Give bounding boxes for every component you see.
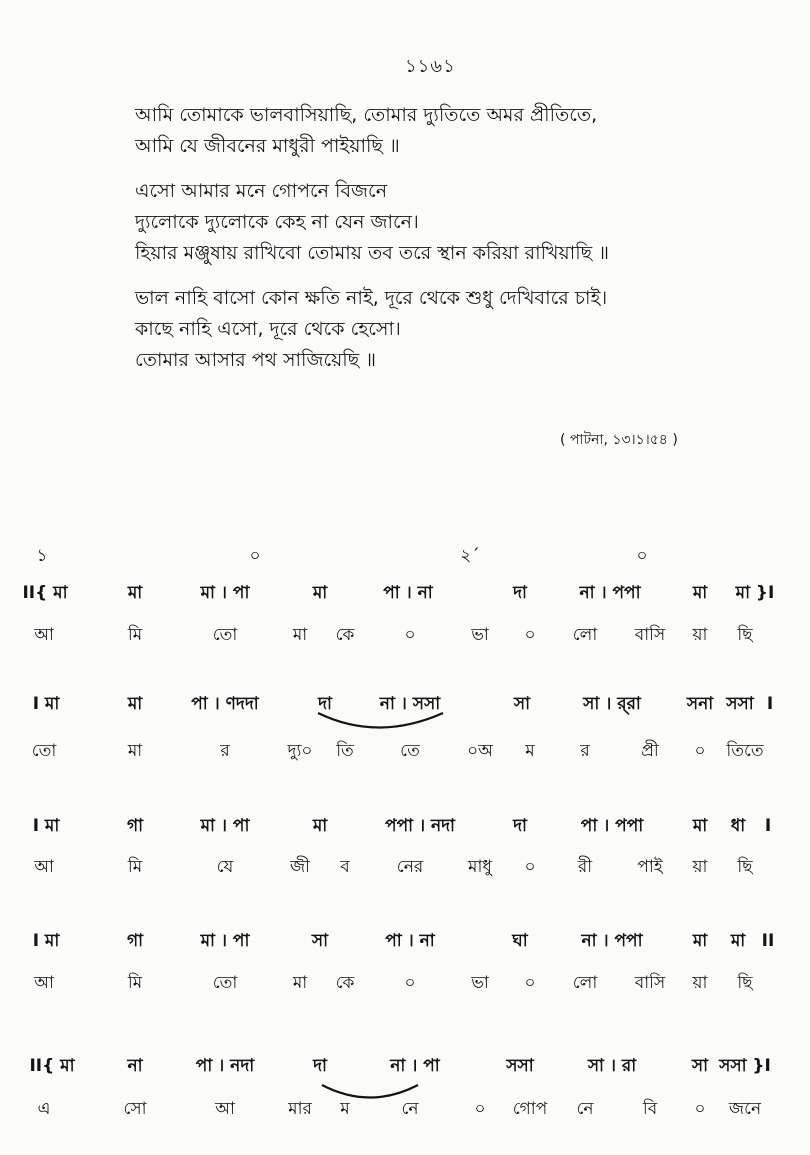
swara-note: মা xyxy=(312,583,328,603)
lyric-line: আমি তোমাকে ভালবাসিয়াছি, তোমার দ্যুতিতে অমর প্রীতিতে, xyxy=(135,104,598,126)
lyric-line: দ্যুলোকে দ্যুলোকে কেহ না যেন জানে। xyxy=(135,211,419,233)
lyric-syllable: নে xyxy=(576,1099,594,1119)
lyric-syllable: ভা xyxy=(471,973,489,993)
lyric-syllable: কে xyxy=(335,973,355,993)
lyric-syllable: বাসি xyxy=(634,625,666,645)
swara-note: পা । না xyxy=(385,931,435,951)
lyric-syllable: জনে xyxy=(728,1099,762,1119)
lyric-syllable: নে xyxy=(401,1099,419,1119)
lyric-syllable: তো xyxy=(212,973,238,993)
lyric-syllable: ০ xyxy=(404,625,416,645)
swara-note: পা । ণদদা xyxy=(191,694,259,714)
lyric-syllable: বি xyxy=(642,1099,658,1119)
swara-note: সা xyxy=(691,1056,709,1076)
lyric-syllable: ব xyxy=(340,857,350,877)
lyric-syllable: তো xyxy=(31,741,57,761)
lyric-syllable: তিতে xyxy=(726,741,764,761)
lyric-syllable: জী xyxy=(289,857,311,877)
swara-note: না । পা xyxy=(390,1056,440,1076)
lyric-syllable: কে xyxy=(335,625,355,645)
lyric-syllable: এ xyxy=(37,1099,51,1119)
swara-note: না । সসা xyxy=(379,694,441,714)
swara-note: II xyxy=(761,931,775,951)
swara-note: ঘা xyxy=(512,931,528,951)
lyric-syllable: মা xyxy=(127,741,143,761)
lyric-syllable: তি xyxy=(336,741,354,761)
lyric-syllable: মা xyxy=(292,973,308,993)
swara-note: মা xyxy=(692,931,708,951)
swara-note: I xyxy=(766,694,774,714)
lyric-syllable: ০ xyxy=(694,741,706,761)
lyric-line: কাছে নাহি এসো, দূরে থেকে হেসো। xyxy=(135,318,401,340)
swara-note: মা xyxy=(692,816,708,836)
swara-note: মা । পা xyxy=(200,583,250,603)
swara-note: I মা xyxy=(32,694,60,714)
beat-mark: ১ xyxy=(36,546,48,566)
swara-note: সসা xyxy=(726,694,754,714)
swara-note: মা । পা xyxy=(200,816,250,836)
swara-note: সা । র্‌রা xyxy=(583,694,641,714)
lyric-syllable: বাসি xyxy=(634,973,666,993)
lyric-line: এসো আমার মনে গোপনে বিজনে xyxy=(135,180,388,202)
lyric-syllable: গোপ xyxy=(512,1099,548,1119)
lyric-syllable: ০ xyxy=(404,973,416,993)
lyric-syllable: রী xyxy=(577,857,593,877)
swara-note: I মা xyxy=(32,816,60,836)
swara-note: না । পপা xyxy=(581,931,643,951)
lyric-syllable: লো xyxy=(572,973,598,993)
lyric-syllable: ম xyxy=(525,741,535,761)
swara-note: পা । না xyxy=(383,583,433,603)
lyric-syllable: ০ xyxy=(524,973,536,993)
beat-mark: ০ xyxy=(249,546,261,566)
swara-note: সসা xyxy=(506,1056,534,1076)
lyric-syllable: সো xyxy=(123,1099,147,1119)
swara-note: দা xyxy=(313,1056,327,1076)
lyric-syllable: ভা xyxy=(471,625,489,645)
lyric-syllable: প্রী xyxy=(641,741,659,761)
lyric-line: আমি যে জীবনের মাধুরী পাইয়াছি ॥ xyxy=(135,135,400,157)
lyric-syllable: আ xyxy=(34,973,54,993)
lyric-syllable: আ xyxy=(34,625,54,645)
beat-mark: ২´ xyxy=(460,546,480,566)
lyric-syllable: য়া xyxy=(692,857,708,877)
lyric-syllable: মাধু xyxy=(468,857,492,877)
lyric-syllable: ০ xyxy=(524,857,536,877)
lyric-syllable: ছি xyxy=(737,857,753,877)
lyric-syllable: র xyxy=(220,741,230,761)
swara-note: দা xyxy=(318,694,332,714)
swara-note: ধা xyxy=(730,816,746,836)
lyric-syllable: তো xyxy=(212,625,238,645)
lyric-syllable: তে xyxy=(400,741,420,761)
lyric-syllable: ম xyxy=(340,1099,350,1119)
lyric-syllable: নের xyxy=(396,857,424,877)
swara-note: মা xyxy=(312,816,328,836)
lyric-syllable: আ xyxy=(215,1099,235,1119)
swara-note: II{ মা xyxy=(22,583,68,603)
swara-note: গা xyxy=(126,816,144,836)
swara-note: I মা xyxy=(32,931,60,951)
lyric-syllable: য়া xyxy=(692,625,708,645)
lyric-line: হিয়ার মঞ্জুষায় রাখিবো তোমায় তব তরে স্থান করিয়া রাখিয়াছি ॥ xyxy=(135,242,609,264)
lyric-syllable: লো xyxy=(572,625,598,645)
lyric-syllable: মি xyxy=(127,625,143,645)
page-number: ১১৬১ xyxy=(405,56,456,77)
swara-note: মা xyxy=(127,694,143,714)
swara-note: II{ মা xyxy=(29,1056,75,1076)
swara-note: পা । নদা xyxy=(195,1056,255,1076)
beat-mark: ০ xyxy=(636,546,648,566)
swara-note: সা xyxy=(513,694,531,714)
place-date: ( পাটনা, ১৩।১।৫৪ ) xyxy=(560,432,678,448)
swara-note: দা xyxy=(513,583,527,603)
lyric-syllable: ছি xyxy=(737,625,753,645)
swara-note: না । পপা xyxy=(579,583,641,603)
swara-note: সা । রা xyxy=(587,1056,637,1076)
swara-note: মা । পা xyxy=(200,931,250,951)
lyric-syllable: ০অ xyxy=(467,741,493,761)
swara-note: সসা }I xyxy=(719,1056,771,1076)
lyric-line: ভাল নাহি বাসো কোন ক্ষতি নাই, দূরে থেকে শুধু দেখিবারে চাই। xyxy=(135,287,608,309)
swara-note: মা xyxy=(730,931,746,951)
lyric-syllable: মা xyxy=(292,625,308,645)
swara-note: সা xyxy=(311,931,329,951)
lyric-syllable: মার xyxy=(288,1099,312,1119)
lyric-syllable: পাই xyxy=(637,857,663,877)
lyric-syllable: য়া xyxy=(692,973,708,993)
lyric-syllable: ০ xyxy=(474,1099,486,1119)
lyric-syllable: দ্যু০ xyxy=(287,741,313,761)
swara-note: মা xyxy=(127,583,143,603)
lyric-syllable: আ xyxy=(34,857,54,877)
swara-note: মা }I xyxy=(735,583,775,603)
lyric-syllable: র xyxy=(580,741,590,761)
swara-note: মা xyxy=(692,583,708,603)
swara-note: I xyxy=(764,816,772,836)
swara-note: পপা । নদা xyxy=(385,816,455,836)
swara-note: না xyxy=(127,1056,143,1076)
lyric-syllable: যে xyxy=(216,857,234,877)
swara-note: সনা xyxy=(686,694,714,714)
lyric-line: তোমার আসার পথ সাজিয়েছি ॥ xyxy=(135,349,377,371)
lyric-syllable: মি xyxy=(127,973,143,993)
lyric-syllable: মি xyxy=(127,857,143,877)
lyric-syllable: ০ xyxy=(694,1099,706,1119)
lyric-syllable: ০ xyxy=(524,625,536,645)
lyric-syllable: ছি xyxy=(737,973,753,993)
swara-note: গা xyxy=(126,931,144,951)
swara-note: পা । পপা xyxy=(580,816,644,836)
swara-note: দা xyxy=(513,816,527,836)
